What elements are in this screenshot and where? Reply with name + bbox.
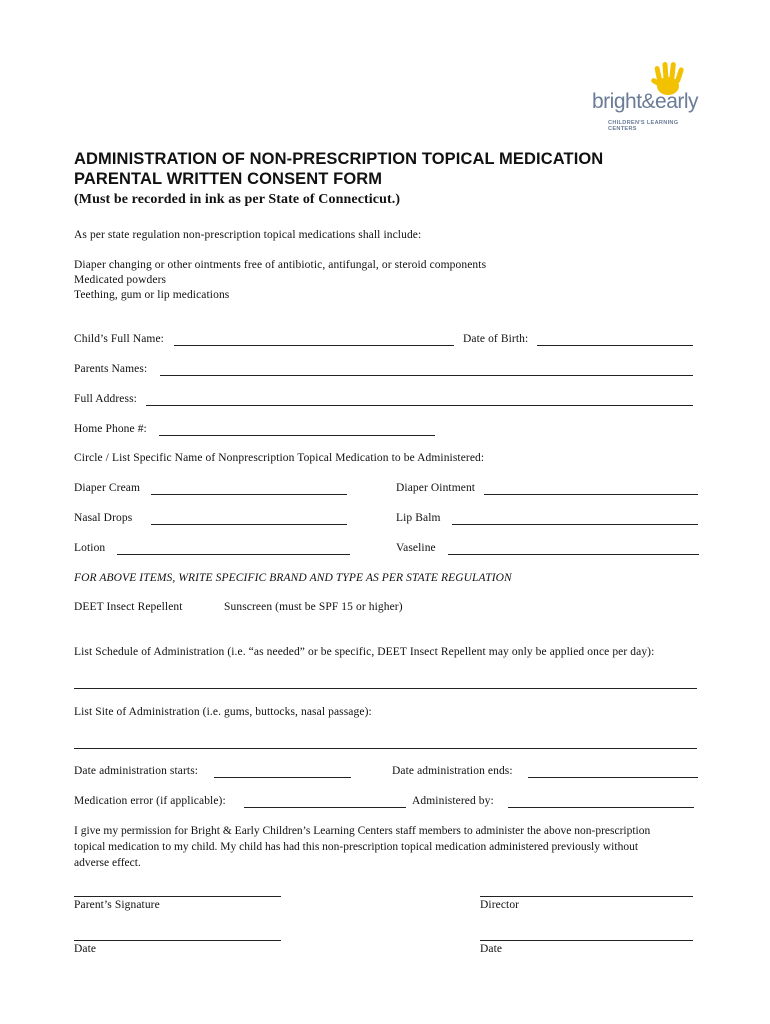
parent-date-label: Date <box>74 943 97 955</box>
site-label: List Site of Administration (i.e. gums, buttocks, nasal passage): <box>74 706 372 718</box>
diaper-cream-field[interactable] <box>151 484 347 495</box>
vaseline-label[interactable]: Vaseline <box>396 542 436 554</box>
logo-wordmark: bright&early <box>592 90 699 113</box>
parents-label: Parents Names: <box>74 363 148 375</box>
nasal-drops-label[interactable]: Nasal Drops <box>74 512 133 524</box>
nasal-drops-field[interactable] <box>151 514 347 525</box>
logo-subtitle: CHILDREN'S LEARNING CENTERS <box>608 120 679 132</box>
permission-statement: I give my permission for Bright & Early Children’s Learning Centers staff members to administer the above non-prescription topical medication to my child. My child has had this non-prescription topical medication administered previously without adverse effect. <box>74 825 651 869</box>
home-phone-field[interactable] <box>159 425 435 436</box>
director-signature-label: Director <box>480 899 520 911</box>
lotion-field[interactable] <box>117 544 350 555</box>
address-field[interactable] <box>146 395 693 406</box>
parent-date-field[interactable] <box>74 930 281 941</box>
parent-signature-field[interactable] <box>74 886 281 897</box>
administered-by-field[interactable] <box>508 797 694 808</box>
medication-error-field[interactable] <box>244 797 406 808</box>
regulation-note: FOR ABOVE ITEMS, WRITE SPECIFIC BRAND AND TYPE AS PER STATE REGULATION <box>74 572 512 584</box>
dob-label: Date of Birth: <box>463 333 529 345</box>
lotion-label[interactable]: Lotion <box>74 542 106 554</box>
home-phone-label: Home Phone #: <box>74 423 147 435</box>
form-subtitle: (Must be recorded in ink as per State of Connecticut.) <box>74 192 401 207</box>
end-date-label: Date administration ends: <box>392 765 513 777</box>
sunscreen-option[interactable]: Sunscreen (must be SPF 15 or higher) <box>224 601 403 613</box>
intro-item: Diaper changing or other ointments free of antibiotic, antifungal, or steroid components <box>74 259 487 271</box>
administered-by-label: Administered by: <box>412 795 494 807</box>
vaseline-field[interactable] <box>448 544 699 555</box>
parents-field[interactable] <box>160 365 693 376</box>
diaper-cream-label[interactable]: Diaper Cream <box>74 482 141 494</box>
director-date-field[interactable] <box>480 930 693 941</box>
address-label: Full Address: <box>74 393 137 405</box>
diaper-ointment-field[interactable] <box>484 484 698 495</box>
dob-field[interactable] <box>537 335 693 346</box>
intro-item: Medicated powders <box>74 274 167 286</box>
form-title-line1: ADMINISTRATION OF NON-PRESCRIPTION TOPICAL MEDICATION <box>74 150 604 168</box>
deet-option[interactable]: DEET Insect Repellent <box>74 601 183 613</box>
start-date-label: Date administration starts: <box>74 765 199 777</box>
intro-statement: As per state regulation non-prescription topical medications shall include: <box>74 229 422 241</box>
end-date-field[interactable] <box>528 767 698 778</box>
lip-balm-field[interactable] <box>452 514 698 525</box>
lip-balm-label[interactable]: Lip Balm <box>396 512 441 524</box>
child-name-field[interactable] <box>174 335 454 346</box>
director-date-label: Date <box>480 943 503 955</box>
form-title-line2: PARENTAL WRITTEN CONSENT FORM <box>74 170 383 188</box>
logo <box>590 60 705 132</box>
schedule-field[interactable] <box>74 678 697 689</box>
parent-signature-label: Parent’s Signature <box>74 899 160 911</box>
start-date-field[interactable] <box>214 767 351 778</box>
intro-item: Teething, gum or lip medications <box>74 289 230 301</box>
schedule-label: List Schedule of Administration (i.e. “as needed” or be specific, DEET Insect Repellent may only be applied once per day): <box>74 646 655 658</box>
diaper-ointment-label[interactable]: Diaper Ointment <box>396 482 476 494</box>
director-signature-field[interactable] <box>480 886 693 897</box>
medication-error-label: Medication error (if applicable): <box>74 795 226 807</box>
medication-instruction: Circle / List Specific Name of Nonprescription Topical Medication to be Administered: <box>74 452 485 464</box>
site-field[interactable] <box>74 738 697 749</box>
child-name-label: Child’s Full Name: <box>74 333 164 345</box>
